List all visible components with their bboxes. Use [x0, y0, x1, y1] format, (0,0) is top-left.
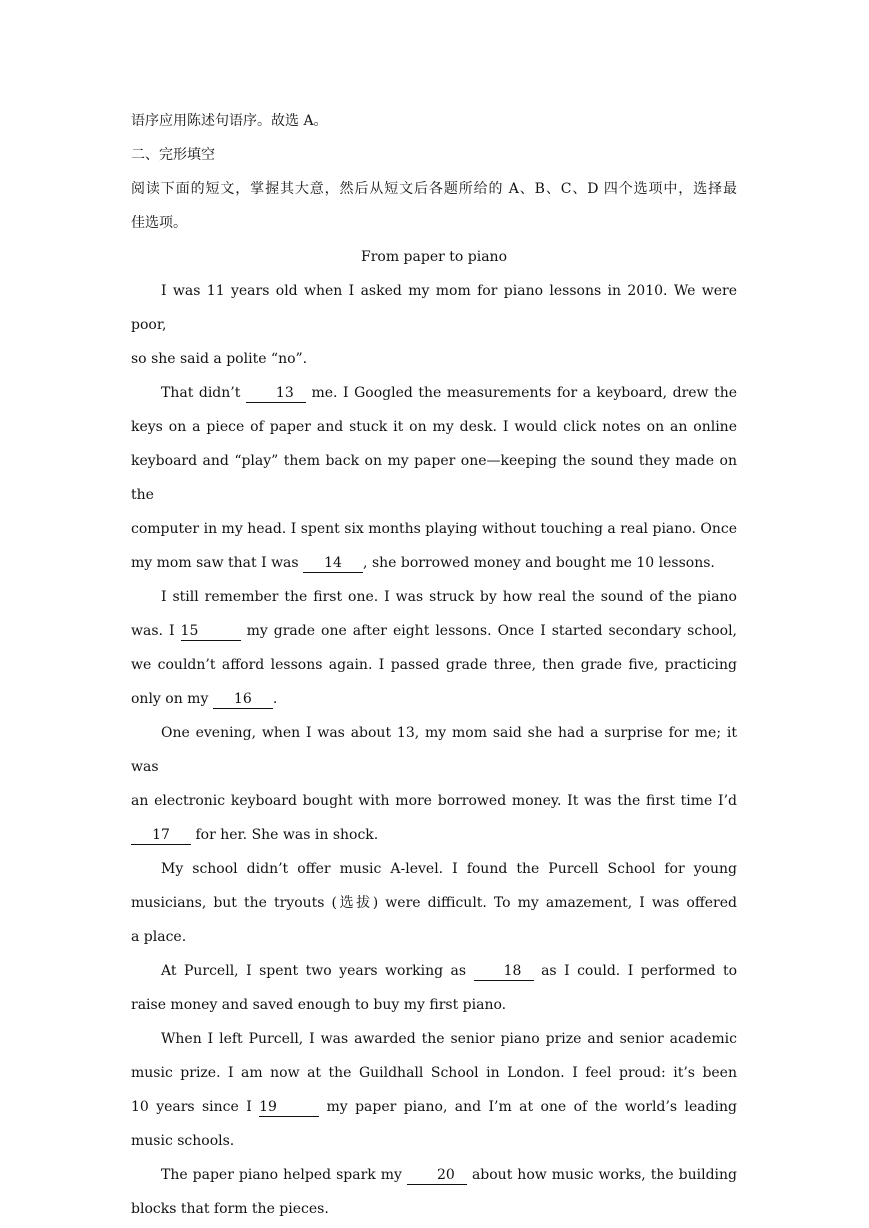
- passage-line: [131, 376, 737, 410]
- passage-line: My school didn’t offer music A-level. I found the Purcell School for young: [161, 861, 737, 877]
- passage-line: blocks that form the pieces.: [131, 1201, 329, 1217]
- blank-15: 15: [181, 622, 241, 641]
- passage-text: only on my: [131, 691, 209, 707]
- blank-16: 16: [213, 690, 273, 709]
- blank-14: 14: [303, 554, 363, 573]
- passage-text: 10 years since I: [131, 1099, 252, 1115]
- passage-text: was. I: [131, 623, 175, 639]
- passage-line: [131, 614, 737, 648]
- passage-line: [131, 1090, 737, 1124]
- instruction-line: 佳选项。: [131, 215, 187, 231]
- passage-line: musicians, but the tryouts (选拔) were difficult. To my amazement, I was offered: [131, 895, 737, 911]
- passage-line: a place.: [131, 929, 187, 945]
- passage-line: [131, 954, 737, 988]
- passage-line: music schools.: [131, 1133, 235, 1149]
- blank-13: 13: [246, 384, 306, 403]
- instruction-line: 阅读下面的短文，掌握其大意，然后从短文后各题所给的 A、B、C、D 四个选项中，选择最: [131, 181, 737, 197]
- passage-line: [131, 1158, 737, 1192]
- passage-text: about how music works, the building: [471, 1167, 738, 1183]
- passage-text: The paper piano helped spark my: [161, 1167, 402, 1183]
- passage-text: , she borrowed money and bought me 10 lessons.: [363, 555, 715, 571]
- passage-text: as I could. I performed to: [541, 963, 738, 979]
- blank-17: 17: [131, 826, 191, 845]
- passage-title: From paper to piano: [361, 249, 507, 265]
- passage-line: raise money and saved enough to buy my first piano.: [131, 997, 507, 1013]
- passage-line: so she said a polite “no”.: [131, 351, 308, 367]
- passage-line: I was 11 years old when I asked my mom for piano lessons in 2010. We were poor,: [131, 283, 737, 333]
- passage-text: my grade one after eight lessons. Once I started secondary school,: [246, 623, 738, 639]
- previous-answer-line: 语序应用陈述句语序。故选 A。: [131, 113, 328, 129]
- passage-text: my paper piano, and I’m at one of the world’s leading: [326, 1099, 738, 1115]
- passage-line: we couldn’t afford lessons again. I passed grade three, then grade five, practicing: [131, 657, 737, 673]
- passage-line: keys on a piece of paper and stuck it on my desk. I would click notes on an online: [131, 419, 737, 435]
- passage-text: my mom saw that I was: [131, 555, 299, 571]
- passage-text: for her. She was in shock.: [195, 827, 379, 843]
- passage-line: [131, 546, 737, 580]
- blank-19: 19: [259, 1098, 319, 1117]
- section-title: 二、完形填空: [131, 147, 215, 163]
- passage-line: One evening, when I was about 13, my mom said she had a surprise for me; it was: [131, 725, 737, 775]
- passage-line: When I left Purcell, I was awarded the senior piano prize and senior academic: [161, 1031, 737, 1047]
- passage-text: At Purcell, I spent two years working as: [161, 963, 467, 979]
- passage-text: .: [272, 691, 278, 707]
- passage-line: I still remember the first one. I was struck by how real the sound of the piano: [161, 589, 737, 605]
- document-page: [131, 104, 737, 1226]
- blank-18: 18: [474, 962, 534, 981]
- passage-line: music prize. I am now at the Guildhall School in London. I feel proud: it’s been: [131, 1065, 737, 1081]
- passage-line: [131, 682, 737, 716]
- passage-text: me. I Googled the measurements for a keyboard, drew the: [311, 385, 738, 401]
- passage-text: That didn’t: [161, 385, 241, 401]
- passage-line: [131, 818, 737, 852]
- passage-line: an electronic keyboard bought with more borrowed money. It was the first time I’d: [131, 793, 737, 809]
- passage-line: keyboard and “play” them back on my paper one—keeping the sound they made on the: [131, 453, 737, 503]
- blank-20: 20: [407, 1166, 467, 1185]
- passage-line: computer in my head. I spent six months playing without touching a real piano. Once: [131, 521, 737, 537]
